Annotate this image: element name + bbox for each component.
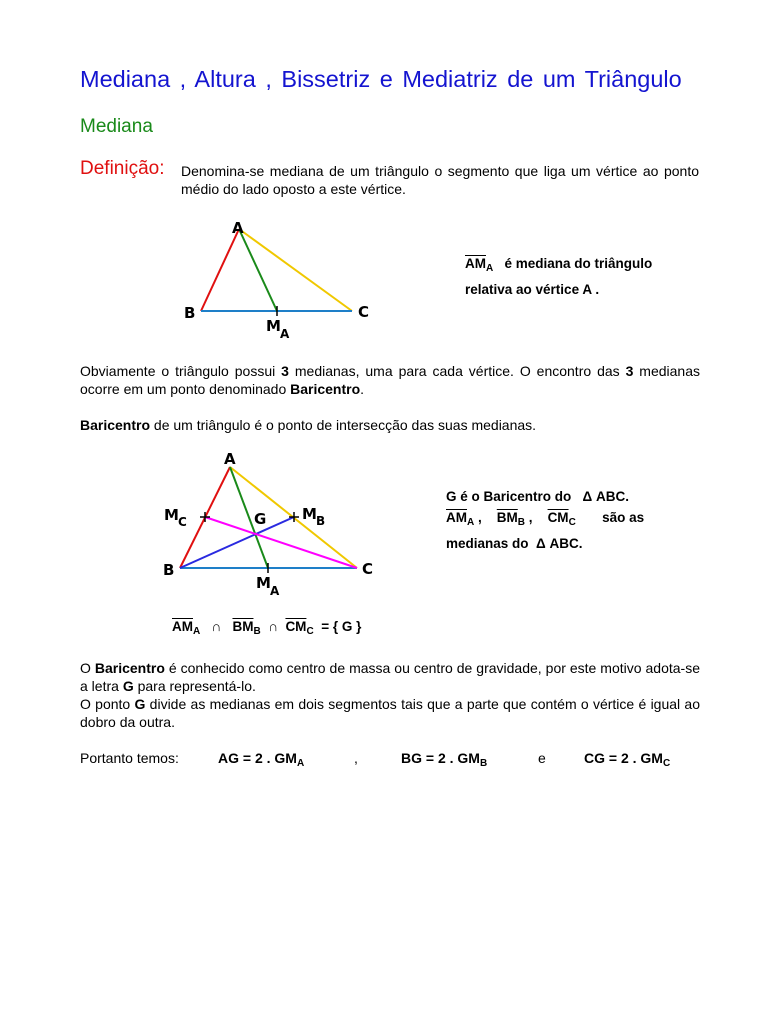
para1-text-2: medianas, uma para cada vértice. O encontro das bbox=[288, 363, 626, 379]
para3-o: O bbox=[80, 660, 95, 676]
caption-text-2: relativa ao vértice A . bbox=[465, 282, 600, 297]
midpoint-a-sub: A bbox=[270, 584, 280, 598]
segment-am: $\overline{AM}$ bbox=[446, 510, 467, 525]
intersection-formula bbox=[172, 619, 361, 637]
formula-ag bbox=[218, 750, 304, 769]
vertex-c-label: C bbox=[362, 560, 374, 578]
para1-number-2: 3 bbox=[625, 363, 634, 379]
conclusion-lead: Portanto temos: bbox=[80, 750, 179, 766]
formula-bg-text: BG = 2 . GM bbox=[401, 750, 480, 766]
intersection-symbol: ∩ bbox=[211, 619, 222, 634]
segment-cm: $\overline{CM}$ bbox=[285, 619, 307, 634]
segment-am: $\overline{AM}$ bbox=[172, 619, 193, 634]
comma: , bbox=[478, 510, 482, 525]
para4-text-1: O ponto bbox=[80, 696, 135, 712]
segment-cm: $\overline{CM}$ bbox=[547, 510, 569, 525]
para4-text-2: divide as medianas em dois segmentos tais que a parte que contém o vértice é igual ao dobro da outra. bbox=[80, 696, 701, 730]
formula-cg-text: CG = 2 . GM bbox=[584, 750, 663, 766]
comma: , bbox=[528, 510, 533, 525]
midpoint-sub: A bbox=[280, 327, 290, 341]
definition-label: Definição: bbox=[80, 158, 165, 179]
delta-symbol: Δ bbox=[582, 489, 593, 504]
vertex-a-label: A bbox=[224, 450, 236, 468]
segment-cm-sub: C bbox=[306, 626, 314, 637]
paragraph-centro-massa bbox=[80, 659, 700, 695]
para1-number-1: 3 bbox=[281, 363, 289, 379]
paragraph-medians bbox=[80, 362, 700, 398]
para1-text-3: medianas ocorre em um ponto denominado bbox=[80, 363, 701, 397]
formula-cg-sub: C bbox=[662, 758, 671, 769]
midpoint-a-label: M bbox=[256, 574, 271, 592]
intersection-symbol: ∩ bbox=[268, 619, 278, 634]
vertex-b-label: B bbox=[184, 304, 196, 322]
separator-e: e bbox=[538, 750, 546, 766]
segment-am-sub: A bbox=[486, 263, 494, 274]
figure2-caption bbox=[446, 486, 699, 554]
vertex-c-label: C bbox=[358, 303, 370, 321]
para3-baricentro: Baricentro bbox=[94, 660, 165, 676]
segment-am-sub: A bbox=[193, 626, 201, 637]
segment-bm: $\overline{BM}$ bbox=[496, 510, 518, 525]
para3-text-1: é conhecido como centro de massa ou centro de gravidade, por este motivo adota-se a letra bbox=[80, 660, 700, 694]
para3-text-2: para representá-lo. bbox=[133, 678, 256, 694]
intersection-result: = { G } bbox=[321, 619, 362, 634]
caption-line-1: G é o Baricentro do bbox=[446, 489, 572, 504]
segment-bm-sub: B bbox=[517, 517, 526, 528]
segment-cm-sub: C bbox=[568, 517, 576, 528]
midpoint-c-label: M bbox=[164, 506, 179, 524]
page-title: Mediana , Altura , Bissetriz e Mediatriz de um Triângulo bbox=[80, 66, 682, 92]
formula-ag-text: AG = 2 . GM bbox=[218, 750, 297, 766]
midpoint-b-sub: B bbox=[316, 514, 326, 528]
para1-baricentro: Baricentro bbox=[290, 381, 361, 397]
figure1-caption bbox=[465, 253, 699, 300]
para1-text-4: . bbox=[360, 381, 365, 397]
section-heading: Mediana bbox=[80, 116, 153, 137]
formula-bg-sub: B bbox=[479, 758, 488, 769]
segment-bm-sub: B bbox=[253, 626, 261, 637]
midpoint-b-label: M bbox=[302, 505, 317, 523]
separator-comma: , bbox=[354, 750, 358, 766]
vertex-b-label: B bbox=[163, 561, 175, 579]
para1-text-1: Obviamente o triângulo possui bbox=[80, 363, 282, 379]
para2-baricentro: Baricentro bbox=[80, 417, 151, 433]
baricentro-label: G bbox=[254, 510, 267, 528]
definition-text: Denomina-se mediana de um triângulo o segmento que liga um vértice ao ponto médio do lado oposto a este vértice. bbox=[181, 163, 699, 197]
para2-text: de um triângulo é o ponto de intersecção das suas medianas. bbox=[150, 417, 537, 433]
caption-text-1: é mediana do triângulo bbox=[504, 256, 653, 271]
delta-symbol: Δ bbox=[536, 536, 546, 551]
caption-sao-as: são as bbox=[602, 510, 645, 525]
para4-letter-g: G bbox=[134, 696, 146, 712]
triangle-baricentro-figure bbox=[150, 445, 390, 605]
vertex-a-label: A bbox=[232, 219, 244, 237]
formula-ag-sub: A bbox=[296, 758, 305, 769]
segment-bm: $\overline{BM}$ bbox=[232, 619, 254, 634]
midpoint-c-sub: C bbox=[178, 515, 187, 529]
caption-abc: ABC. bbox=[549, 536, 583, 551]
formula-cg bbox=[584, 750, 670, 769]
caption-line-3: medianas do bbox=[446, 536, 529, 551]
para3-letter-g: G bbox=[122, 678, 134, 694]
paragraph-divisao bbox=[80, 695, 700, 731]
triangle-median-figure bbox=[170, 210, 390, 350]
midpoint-label: M bbox=[266, 317, 281, 335]
formula-bg bbox=[401, 750, 487, 769]
segment-am: $\overline{AM}$ bbox=[465, 256, 486, 271]
segment-am-sub: A bbox=[467, 517, 475, 528]
paragraph-baricentro bbox=[80, 416, 700, 434]
caption-abc: ABC. bbox=[596, 489, 630, 504]
